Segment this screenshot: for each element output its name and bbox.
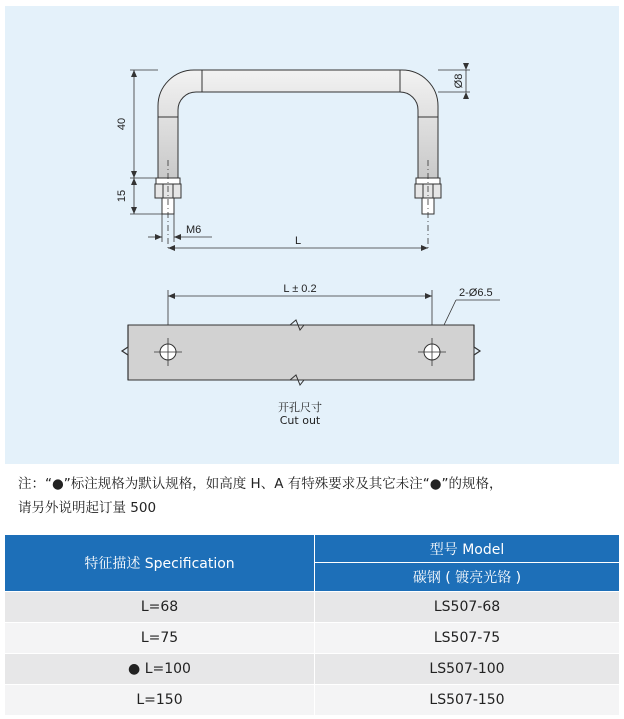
spec-cell: L=150 bbox=[5, 685, 315, 716]
dim-thread-length-label: 15 bbox=[116, 189, 128, 203]
spec-cell: L=75 bbox=[5, 623, 315, 654]
header-spec: 特征描述 Specification bbox=[5, 535, 315, 592]
note-text bbox=[18, 472, 618, 520]
header-model: 型号 Model bbox=[315, 535, 620, 563]
thread-label: M6 bbox=[186, 224, 202, 236]
table-row bbox=[5, 685, 619, 716]
holes-label: 2-Ø6.5 bbox=[459, 287, 493, 299]
spec-cell: L=68 bbox=[5, 592, 315, 623]
table-row bbox=[5, 623, 619, 654]
table-row bbox=[5, 654, 619, 685]
cutout-caption-cn: 开孔尺寸 bbox=[278, 401, 322, 414]
model-cell: LS507-75 bbox=[315, 623, 620, 654]
model-cell: LS507-150 bbox=[315, 685, 620, 716]
spec-table bbox=[5, 535, 619, 715]
cutout-caption-en: Cut out bbox=[279, 414, 321, 427]
note-line-1: 注：“●”标注规格为默认规格，如高度 H、A 有特殊要求及其它未注“●”的规格， bbox=[18, 476, 503, 492]
dimension-lines bbox=[130, 70, 500, 356]
table-row bbox=[5, 592, 619, 623]
header-material: 碳钢 ( 镀亮光铬 ) bbox=[315, 563, 620, 592]
model-cell: LS507-68 bbox=[315, 592, 620, 623]
cutout-length-label: L ± 0.2 bbox=[283, 283, 317, 295]
model-cell: LS507-100 bbox=[315, 654, 620, 685]
spec-cell: ● L=100 bbox=[5, 654, 315, 685]
cutout-plate bbox=[122, 320, 480, 385]
note-line-2: 请另外说明起订量 500 bbox=[18, 500, 157, 516]
handle-drawing bbox=[155, 70, 441, 250]
dim-height-label: 40 bbox=[116, 117, 128, 131]
dim-diameter-label: Ø8 bbox=[453, 73, 465, 89]
length-label: L bbox=[294, 235, 302, 247]
